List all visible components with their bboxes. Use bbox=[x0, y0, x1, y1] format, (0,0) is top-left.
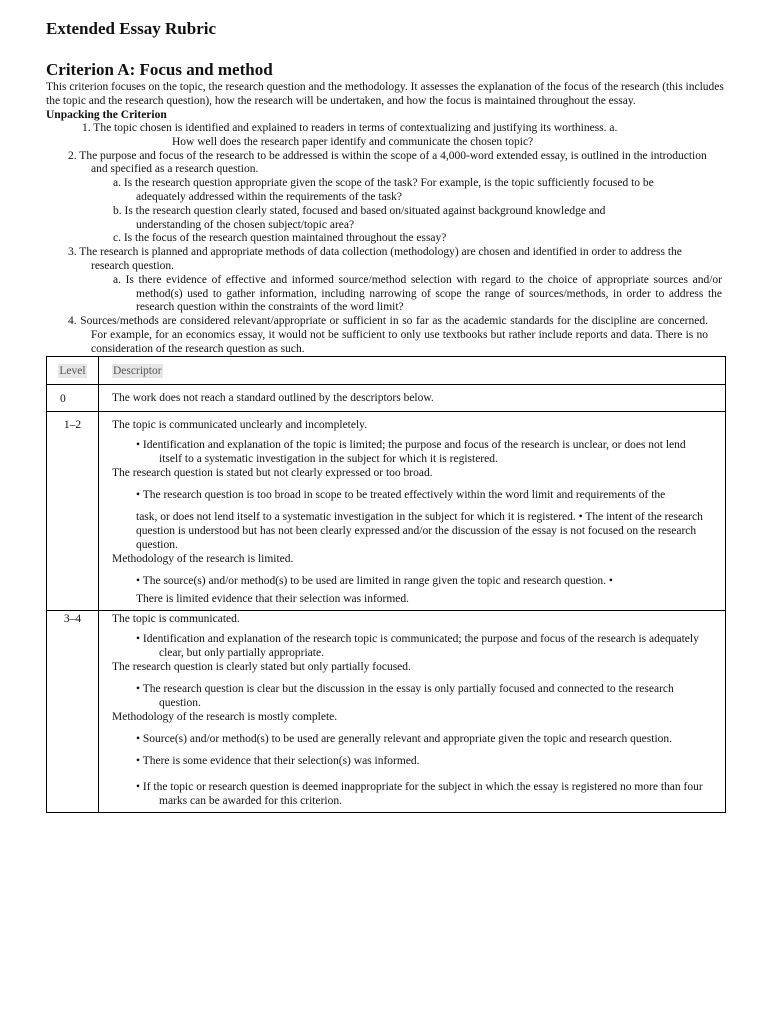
level-value: 0 bbox=[60, 393, 66, 405]
rubric-table bbox=[46, 356, 726, 813]
descriptor-bullet: There is limited evidence that their selection was informed. bbox=[136, 593, 410, 605]
unpacking-item-2b: b. Is the research question clearly stated, focused and based on/situated against background knowledge and understanding of the chosen subject/topic area? bbox=[113, 204, 606, 231]
unpacking-item-1-continued: How well does the research paper identify and communicate the chosen topic? bbox=[172, 135, 534, 148]
descriptor-bullet: • Identification and explanation of the topic is limited; the purpose and focus of the research is unclear, or does not lend itself to a systematic investigation in the subject for which it is registered. bbox=[136, 439, 686, 465]
descriptor-cell bbox=[99, 385, 726, 412]
level-cell bbox=[47, 385, 99, 412]
level-cell bbox=[47, 412, 99, 611]
descriptor-line: The research question is stated but not clearly expressed or too broad. bbox=[112, 467, 433, 479]
level-value: 1–2 bbox=[63, 419, 82, 431]
unpacking-item-3: 3. The research is planned and appropriate methods of data collection (methodology) are chosen and identified in order to address the research question. bbox=[68, 246, 682, 272]
level-cell bbox=[47, 611, 99, 813]
table-header-row bbox=[47, 357, 726, 385]
unpacking-item-2-wrap bbox=[46, 150, 726, 178]
descriptor-bullet: • Source(s) and/or method(s) to be used are generally relevant and appropriate given the topic and research question. bbox=[136, 733, 673, 745]
level-header: Level bbox=[59, 365, 86, 377]
unpacking-item-1: 1. The topic chosen is identified and explained to readers in terms of contextualizing and justifying its worthiness. a. bbox=[82, 122, 618, 134]
descriptor-header: Descriptor bbox=[113, 365, 162, 377]
unpacking-item-2: 2. The purpose and focus of the research to be addressed is within the scope of a 4,000-word extended essay, is outlined in the introduction and specified as a research question. bbox=[68, 149, 707, 176]
descriptor-bullet: • Identification and explanation of the research topic is communicated; the purpose and focus of the research is adequately clear, but only partially appropriate. bbox=[136, 633, 699, 659]
unpacking-item-2c: c. Is the focus of the research question maintained throughout the essay? bbox=[113, 232, 447, 245]
table-row bbox=[47, 412, 726, 611]
descriptor-bullet: • The research question is clear but the discussion in the essay is only partially focused and connected to the research question. bbox=[136, 683, 674, 709]
descriptor-cell bbox=[99, 412, 726, 611]
unpacking-item-3a: a. Is there evidence of effective and informed source/method selection with regard to the choice of appropriate sources and/or method(s) used to gather information, including narrowing of scope the range of sources/methods, in order to address the research question within the constraints of the word limit? bbox=[113, 273, 722, 314]
descriptor-line: Methodology of the research is mostly complete. bbox=[112, 711, 338, 723]
descriptor-bullet: • The source(s) and/or method(s) to be used are limited in range given the topic and research question. • bbox=[136, 575, 613, 587]
criterion-intro: This criterion focuses on the topic, the research question and the methodology. It assesses the explanation of the focus of the research (this includes the topic and the research question), how the research will be undertaken, and how the focus is maintained throughout the essay. bbox=[46, 81, 724, 107]
table-row bbox=[47, 611, 726, 813]
table-row bbox=[47, 385, 726, 412]
descriptor-bullet: • There is some evidence that their selection(s) was informed. bbox=[136, 755, 420, 767]
descriptor-line: Methodology of the research is limited. bbox=[112, 553, 294, 565]
descriptor-line: The topic is communicated. bbox=[112, 613, 240, 625]
descriptor-bullet: • If the topic or research question is deemed inappropriate for the subject in which the essay is registered no more than four marks can be awarded for this criterion. bbox=[136, 781, 703, 807]
unpacking-list bbox=[46, 122, 726, 357]
unpacking-heading: Unpacking the Criterion bbox=[46, 109, 167, 121]
descriptor-text: The work does not reach a standard outlined by the descriptors below. bbox=[112, 392, 434, 404]
descriptor-cell bbox=[99, 611, 726, 813]
document-title: Extended Essay Rubric bbox=[46, 19, 217, 38]
descriptor-bullet: task, or does not lend itself to a systematic investigation in the subject for which it is registered. • The intent of the research question is understood but has not been clearly expressed and/or the discussion of the essay is not focused on the research question. bbox=[136, 511, 703, 551]
level-value: 3–4 bbox=[63, 613, 82, 625]
descriptor-bullet: • The research question is too broad in scope to be treated effectively within the word limit and requirements of the bbox=[136, 489, 666, 501]
descriptor-line: The topic is communicated unclearly and incompletely. bbox=[112, 419, 368, 431]
criterion-heading: Criterion A: Focus and method bbox=[46, 60, 273, 79]
descriptor-line: The research question is clearly stated but only partially focused. bbox=[112, 661, 411, 673]
unpacking-item-4: 4. Sources/methods are considered relevant/appropriate or sufficient in so far as the academic standards for the discipline are concerned. For example, for an economics essay, it would not be sufficient to only use textbooks but rather include reports and data. There is no consideration of the research question as such. bbox=[68, 315, 708, 355]
unpacking-item-2a: a. Is the research question appropriate given the scope of the task? For example, is the topic sufficiently focused to be adequately addressed within the requirements of the task? bbox=[113, 177, 654, 203]
descriptor-header-cell bbox=[99, 357, 726, 385]
level-header-cell bbox=[47, 357, 99, 385]
